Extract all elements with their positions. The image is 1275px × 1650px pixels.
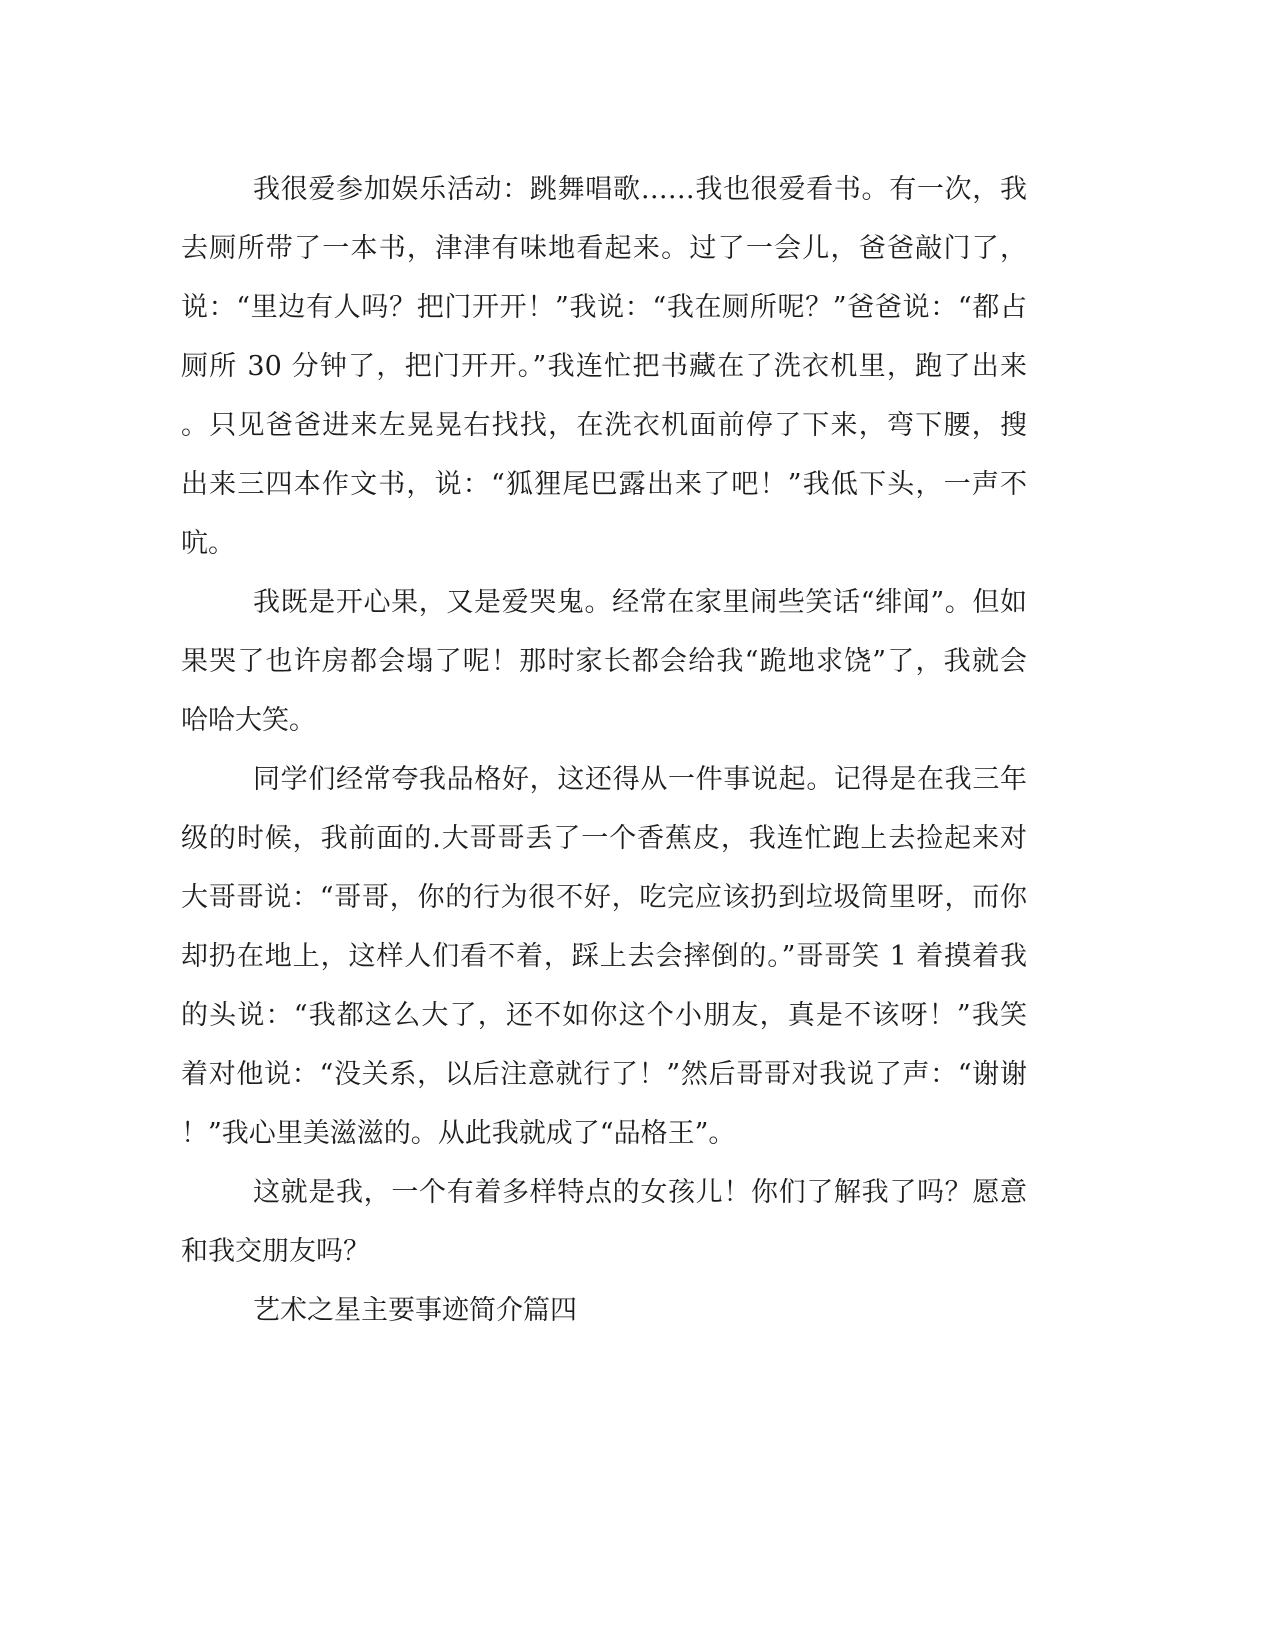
text-line: 级的时候，我前面的.大哥哥丢了一个香蕉皮，我连忙跑上去捡起来对 <box>181 823 1027 854</box>
paragraph-good-character <box>181 750 1027 1163</box>
text-line: 去厕所带了一本书，津津有味地看起来。过了一会儿，爸爸敲门了， <box>181 233 1027 264</box>
text-line: 果哭了也许房都会塌了呢！那时家长都会给我“跪地求饶”了，我就会 <box>181 646 1027 677</box>
text-line: 出来三四本作文书，说：“狐狸尾巴露出来了吧！”我低下头，一声不 <box>181 469 1027 500</box>
paragraph-conclusion <box>181 1163 1027 1281</box>
text-line: 这就是我，一个有着多样特点的女孩儿！你们了解我了吗？愿意 <box>253 1177 1027 1208</box>
text-line: 大哥哥说：“哥哥，你的行为很不好，吃完应该扔到垃圾筒里呀，而你 <box>181 882 1027 913</box>
text-line: 却扔在地上，这样人们看不着，踩上去会摔倒的。”哥哥笑 1 着摸着我 <box>181 941 1027 972</box>
text-line: ！”我心里美滋滋的。从此我就成了“品格王”。 <box>181 1118 736 1149</box>
text-line: 。只见爸爸进来左晃晃右找找，在洗衣机面前停了下来，弯下腰，搜 <box>181 410 1027 441</box>
text-line: 说：“里边有人吗？把门开开！”我说：“我在厕所呢？”爸爸说：“都占 <box>181 292 1027 323</box>
paragraph-reading-story <box>181 160 1027 573</box>
section-title: 艺术之星主要事迹简介篇四 <box>253 1295 577 1326</box>
paragraph-happy-crybaby <box>181 573 1027 750</box>
text-line: 和我交朋友吗？ <box>181 1236 370 1267</box>
text-line: 我很爱参加娱乐活动：跳舞唱歌……我也很爱看书。有一次，我 <box>253 174 1027 205</box>
document-body <box>181 160 1027 1340</box>
text-line: 的头说：“我都这么大了，还不如你这个小朋友，真是不该呀！”我笑 <box>181 1000 1027 1031</box>
text-line: 同学们经常夸我品格好，这还得从一件事说起。记得是在我三年 <box>253 764 1027 795</box>
text-line: 哈哈大笑。 <box>181 705 316 736</box>
text-line: 吭。 <box>181 528 235 559</box>
text-line: 厕所 30 分钟了，把门开开。”我连忙把书藏在了洗衣机里，跑了出来 <box>181 351 1027 382</box>
text-line: 我既是开心果，又是爱哭鬼。经常在家里闹些笑话“绯闻”。但如 <box>253 587 1027 618</box>
text-line: 着对他说：“没关系，以后注意就行了！”然后哥哥对我说了声：“谢谢 <box>181 1059 1027 1090</box>
section-heading <box>181 1281 1027 1340</box>
